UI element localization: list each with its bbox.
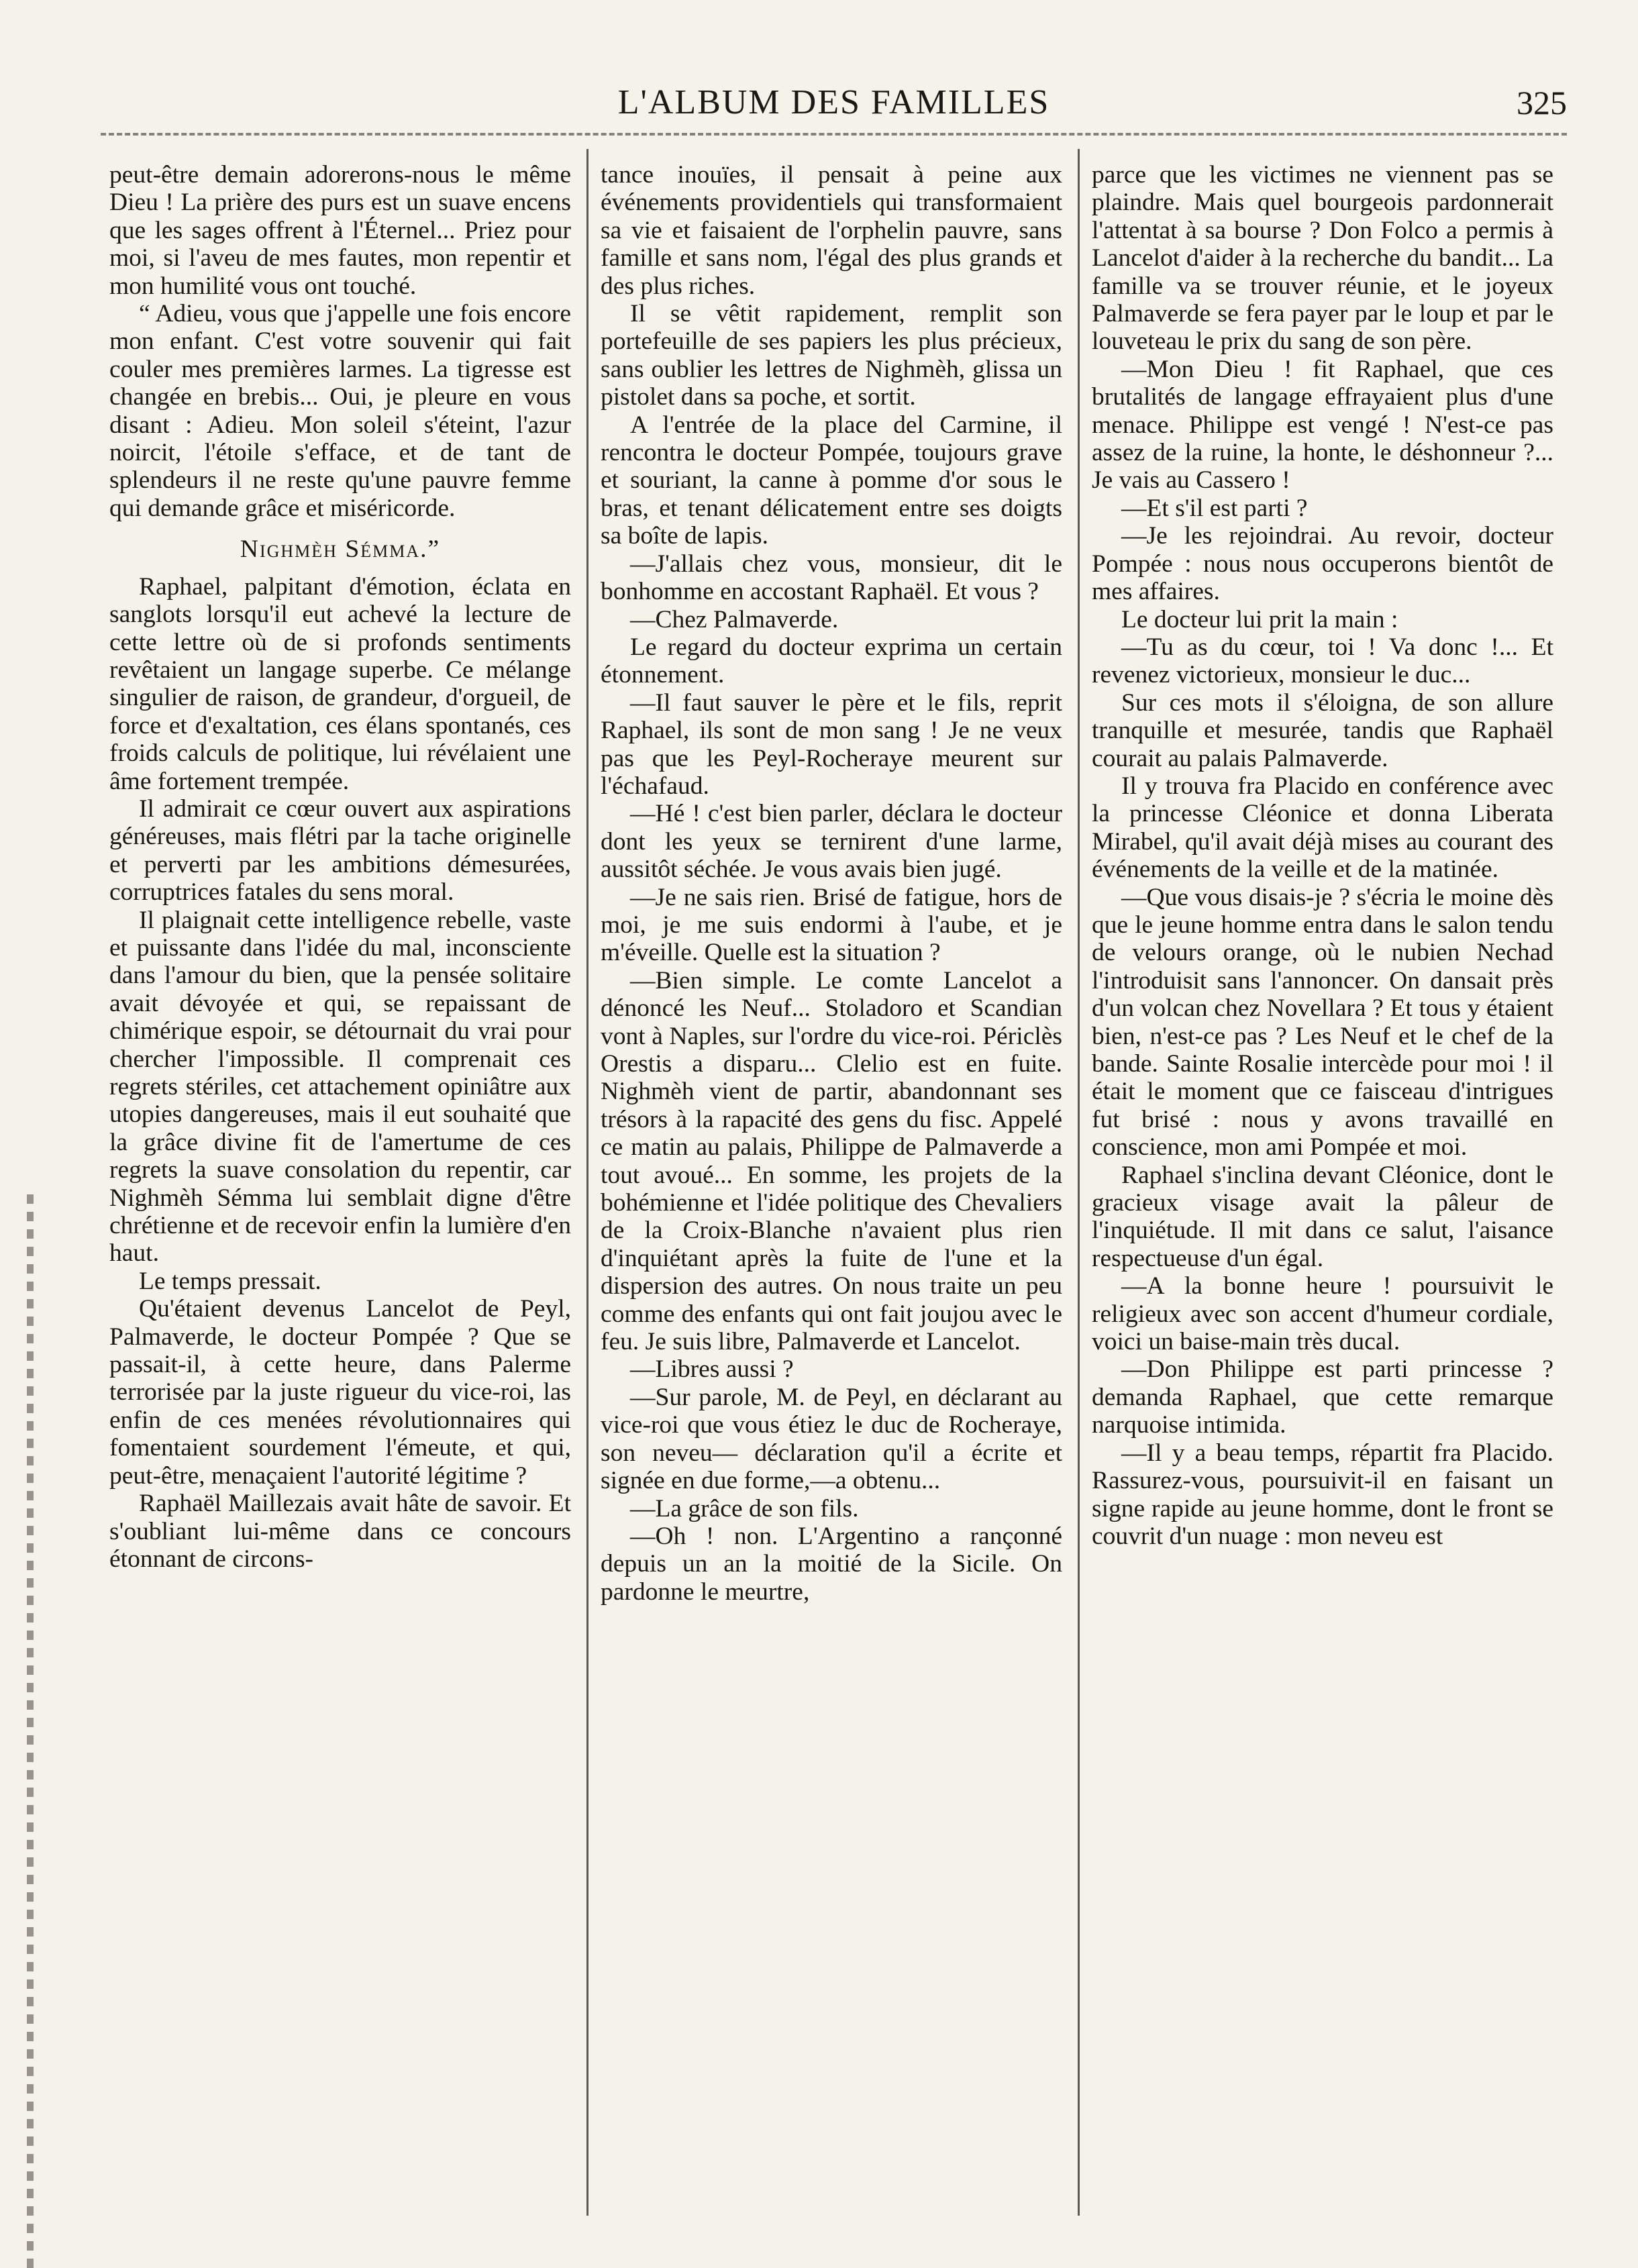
paragraph: Le regard du docteur exprima un certain étonnement. [601,633,1062,689]
text-column-3 [1092,161,1553,2214]
paragraph: —Il y a beau temps, répartit fra Placido. Rassurez-vous, poursuivit-il en faisant un signe rapide au jeune homme, dont le front se couvrit d'un nuage : mon neveu est [1092,1439,1553,1550]
paragraph: parce que les victimes ne viennent pas se plaindre. Mais quel bourgeois pardonnerait l'attentat à sa bourse ? Don Folco a permis à Lancelot d'aider à la recherche du bandit... La famille va se trouver réunie, et le joyeux Palmaverde se fera payer par le loup et par le louveteau le prix du sang de son père. [1092,161,1553,356]
text-column-2 [601,161,1062,2214]
paragraph: —Don Philippe est parti princesse ? demanda Raphael, que cette remarque narquoise intimida. [1092,1355,1553,1439]
binding-edge-mark [27,1194,34,2268]
paragraph: “ Adieu, vous que j'appelle une fois encore mon enfant. C'est votre souvenir qui fait couler mes premières larmes. La tigresse est changée en brebis... Oui, je pleure en vous disant : Adieu. Mon soleil s'éteint, l'azur noircit, l'étoile s'efface, et de tant de splendeurs il ne reste qu'une pauvre femme qui demande grâce et miséricorde. [109,300,571,522]
paragraph: Le docteur lui prit la main : [1121,605,1398,633]
paragraph: —A la bonne heure ! poursuivit le religieux avec son accent d'humeur cordiale, voici un baise-main très ducal. [1092,1272,1553,1356]
header-rule [101,133,1567,136]
paragraph: Raphaël Maillezais avait hâte de savoir. Et s'oubliant lui-même dans ce concours étonnant de circons- [109,1490,571,1573]
paragraph: —Mon Dieu ! fit Raphael, que ces brutalités de langage effrayaient plus d'une menace. Philippe est vengé ! N'est-ce pas assez de la ruine, la honte, le déshonneur ?... Je vais au Cassero ! [1092,355,1553,495]
paragraph: Il y trouva fra Placido en conférence avec la princesse Cléonice et donna Liberata Mirabel, qu'il avait déjà mises au courant des événements de la veille et de la matinée. [1092,772,1553,884]
paragraph: —Il faut sauver le père et le fils, reprit Raphael, ils sont de mon sang ! Je ne veux pas que les Peyl-Rocheraye meurent sur l'échafaud. [601,688,1062,800]
running-title: L'ALBUM DES FAMILLES [617,83,1050,121]
paragraph: Le temps pressait. [139,1267,321,1295]
paragraph: —Je ne sais rien. Brisé de fatigue, hors de moi, je me suis endormi à l'aube, et je m'éveille. Quelle est la situation ? [601,883,1062,967]
page-header [101,79,1567,133]
paragraph: —Libres aussi ? [630,1355,794,1384]
column-rule [586,149,588,2216]
text-column-1 [109,161,571,2214]
paragraph: —Que vous disais-je ? s'écria le moine dès que le jeune homme entra dans le salon tendu de velours orange, où le nubien Nechad l'introduisit sans l'annoncer. On dansait près d'un volcan chez Novellara ? Et tous y étaient bien, n'est-ce pas ? Les Neuf et le chef de la bande. Sainte Rosalie intercède pour moi ! il était le moment que ce faisceau d'intrigues fut brisé : nous y avons travaillé en conscience, mon ami Pompée et moi. [1092,883,1553,1162]
paragraph: —Je les rejoindrai. Au revoir, docteur Pompée : nous nous occuperons bientôt de mes affaires. [1092,522,1553,606]
paragraph: —La grâce de son fils. [630,1494,859,1523]
letter-signature: Nighmèh Sémma.” [240,535,441,564]
paragraph: peut-être demain adorerons-nous le même Dieu ! La prière des purs est un suave encens que les sages offrent à l'Éternel... Priez pour moi, si l'aveu de mes fautes, mon repentir et mon humilité vous ont touché. [109,161,571,300]
paragraph: —Hé ! c'est bien parler, déclara le docteur dont les yeux se ternirent d'une larme, aussitôt séchée. Je vous avais bien jugé. [601,800,1062,884]
paragraph: —Oh ! non. L'Argentino a rançonné depuis un an la moitié de la Sicile. On pardonne le meurtre, [601,1522,1062,1606]
paragraph: Sur ces mots il s'éloigna, de son allure tranquille et mesurée, tandis que Raphaël courait au palais Palmaverde. [1092,688,1553,772]
page-number: 325 [1517,84,1567,121]
paragraph: —Et s'il est parti ? [1121,494,1308,522]
paragraph: Raphael s'inclina devant Cléonice, dont le gracieux visage avait la pâleur de l'inquiétude. Il mit dans ce salut, l'aisance respectueuse d'un égal. [1092,1161,1553,1272]
paragraph: —Bien simple. Le comte Lancelot a dénoncé les Neuf... Stoladoro et Scandian vont à Naples, sur l'ordre du vice-roi. Périclès Orestis a disparu... Clelio est en fuite. Nighmèh vient de partir, abandonnant ses trésors à la rapacité des gens du fisc. Appelé ce matin au palais, Philippe de Palmaverde a tout avoué... En somme, les projets de la bohémienne et l'idée politique des Chevaliers de la Croix-Blanche n'avaient plus rien d'inquiétant après la fuite de l'une et la dispersion des autres. On nous traite un peu comme des enfants qui ont fait joujou avec le feu. Je suis libre, Palmaverde et Lancelot. [601,966,1062,1356]
paragraph: —J'allais chez vous, monsieur, dit le bonhomme en accostant Raphaël. Et vous ? [601,550,1062,606]
paragraph: Raphael, palpitant d'émotion, éclata en sanglots lorsqu'il eut achevé la lecture de cette lettre où de si profonds sentiments revêtaient un langage superbe. Ce mélange singulier de raison, de grandeur, d'orgueil, de force et d'exaltation, ces élans spontanés, ces froids calculs de politique, lui révélaient une âme fortement trempée. [109,572,571,795]
paragraph: A l'entrée de la place del Carmine, il rencontra le docteur Pompée, toujours grave et souriant, la canne à pomme d'or sous le bras, et tenant délicatement entre ses doigts sa boîte de lapis. [601,411,1062,550]
paragraph: Il plaignait cette intelligence rebelle, vaste et puissante dans l'idée du mal, inconsciente dans l'amour du bien, que la pensée solitaire avait dévoyée et qui, se repaissant de chimérique espoir, se détournait du vrai pour chercher l'impossible. Il comprenait ces regrets stériles, cet attachement opiniâtre aux utopies dangereuses, mais il eut souhaité que la grâce divine fit de l'amertume de ces regrets la suave consolation du repentir, car Nighmèh Sémma lui semblait digne d'être chrétienne et de recevoir enfin la lumière d'en haut. [109,906,571,1268]
column-rule [1078,149,1080,2216]
paragraph: —Chez Palmaverde. [630,605,839,633]
paragraph: Il admirait ce cœur ouvert aux aspirations généreuses, mais flétri par la tache originelle et perverti par les ambitions démesurées, corruptrices fatales du sens moral. [109,794,571,907]
paragraph: —Tu as du cœur, toi ! Va donc !... Et revenez victorieux, monsieur le duc... [1092,633,1553,689]
paragraph: Il se vêtit rapidement, remplit son portefeuille de ses papiers les plus précieux, sans oublier les lettres de Nighmèh, glissa un pistolet dans sa poche, et sortit. [601,300,1062,411]
paragraph: Qu'étaient devenus Lancelot de Peyl, Palmaverde, le docteur Pompée ? Que se passait-il, à cette heure, dans Palerme terrorisée par la juste rigueur du vice-roi, las enfin de ces menées révolutionnaires qui fomentaient sourdement l'émeute, et qui, peut-être, menaçaient l'autorité légitime ? [109,1295,571,1490]
paragraph: tance inouïes, il pensait à peine aux événements providentiels qui transformaient sa vie et faisaient de l'orphelin pauvre, sans famille et sans nom, l'égal des plus grands et des plus riches. [601,161,1062,300]
paragraph: —Sur parole, M. de Peyl, en déclarant au vice-roi que vous étiez le duc de Rocheraye, son neveu— déclaration qu'il a écrite et signée en due forme,—a obtenu... [601,1383,1062,1495]
